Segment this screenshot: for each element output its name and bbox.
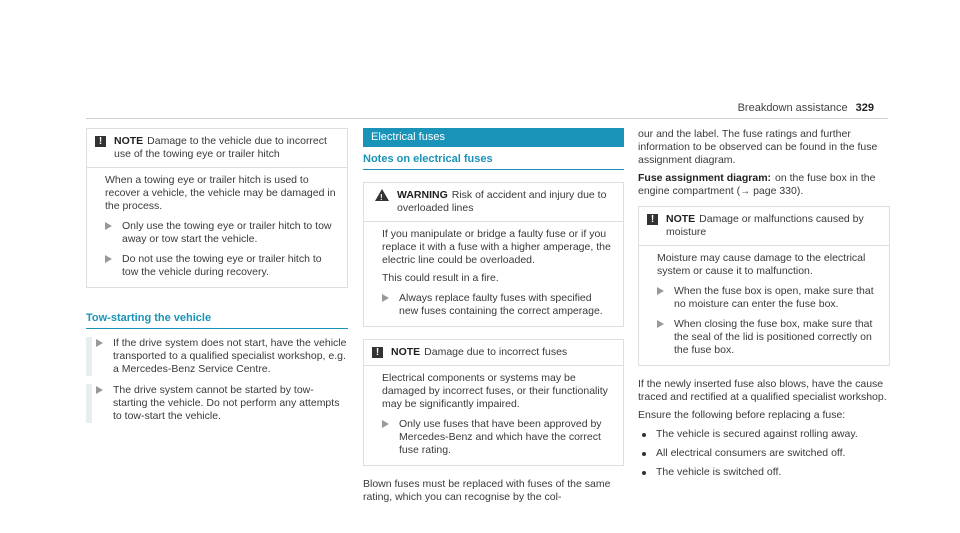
note-box-towing bbox=[86, 128, 348, 288]
instruction-step bbox=[86, 337, 348, 376]
page-reference-link[interactable]: page 330). bbox=[753, 185, 804, 197]
note-keyword: NOTE bbox=[666, 213, 696, 225]
section-banner: Electrical fuses bbox=[363, 128, 624, 147]
instruction-step bbox=[657, 285, 879, 311]
warning-text: This could result in a fire. bbox=[382, 272, 499, 284]
note-keyword: NOTE bbox=[114, 135, 144, 147]
list-item-text: All electrical consumers are switched off. bbox=[656, 447, 846, 459]
running-header bbox=[738, 102, 874, 114]
note-header bbox=[87, 129, 347, 167]
section-title: Breakdown assistance bbox=[737, 102, 848, 114]
step-text: If the drive system does not start, have the vehicle transported to a qualified specialist workshop, e.g. a Mercedes-Benz Service Centre. bbox=[113, 337, 347, 375]
column-1 bbox=[86, 128, 348, 423]
note-header bbox=[364, 340, 623, 365]
tow-starting-heading: Tow-starting the vehicle bbox=[86, 312, 348, 329]
instruction-step bbox=[105, 253, 337, 279]
warning-keyword: WARNING bbox=[397, 189, 448, 201]
body-paragraph: If the newly inserted fuse also blows, have the cause traced and rectified at a qualified specialist workshop. bbox=[638, 378, 887, 403]
step-text: The drive system cannot be started by tow-starting the vehicle. Do not perform any attempts to tow-start the vehicle. bbox=[113, 384, 340, 422]
step-text: Only use the towing eye or trailer hitch to tow away or tow start the vehicle. bbox=[122, 220, 332, 245]
list-item bbox=[638, 447, 890, 460]
note-intro: When a towing eye or trailer hitch is used to recover a vehicle, the vehicle may be damaged in the process. bbox=[105, 174, 336, 212]
note-title: Damage or malfunctions caused by moisture bbox=[666, 213, 864, 238]
bullet-icon bbox=[642, 471, 646, 475]
step-strip bbox=[86, 384, 92, 423]
instruction-step bbox=[382, 292, 613, 318]
list-item bbox=[638, 466, 890, 479]
header-divider bbox=[86, 118, 888, 119]
step-text: Do not use the towing eye or trailer hitch to tow the vehicle during recovery. bbox=[122, 253, 322, 278]
note-body bbox=[87, 167, 347, 287]
note-box-fuses bbox=[363, 339, 624, 466]
step-arrow-icon bbox=[96, 386, 103, 394]
step-arrow-icon bbox=[96, 339, 103, 347]
instruction-step bbox=[86, 384, 348, 423]
note-text: Moisture may cause damage to the electrical system or cause it to malfunction. bbox=[657, 252, 866, 277]
step-text: Only use fuses that have been approved by Mercedes-Benz and which have the correct fuse rating. bbox=[399, 418, 602, 456]
exclamation-icon: ! bbox=[372, 347, 383, 358]
diagram-label: Fuse assignment diagram: bbox=[638, 172, 772, 184]
note-header bbox=[639, 207, 889, 245]
body-paragraph: our and the label. The fuse ratings and further information to be observed can be found in the fuse assignment diagram. bbox=[638, 128, 878, 166]
warning-header bbox=[364, 183, 623, 221]
page-link-arrow-icon: → bbox=[740, 186, 751, 197]
step-arrow-icon bbox=[382, 294, 389, 302]
bullet-icon bbox=[642, 452, 646, 456]
step-arrow-icon bbox=[657, 287, 664, 295]
list-item bbox=[638, 428, 890, 441]
note-title: Damage due to incorrect fuses bbox=[424, 346, 568, 358]
note-keyword: NOTE bbox=[391, 346, 421, 358]
column-3 bbox=[638, 128, 890, 479]
step-arrow-icon bbox=[105, 255, 112, 263]
exclamation-icon: ! bbox=[647, 214, 658, 225]
warning-body bbox=[364, 221, 623, 326]
body-paragraph: Blown fuses must be replaced with fuses of the same rating, which you can recognise by the col- bbox=[363, 478, 611, 503]
step-arrow-icon bbox=[657, 320, 664, 328]
subsection-heading: Notes on electrical fuses bbox=[363, 153, 624, 170]
body-paragraph: Ensure the following before replacing a fuse: bbox=[638, 409, 846, 421]
instruction-step bbox=[657, 318, 879, 357]
note-box-moisture bbox=[638, 206, 890, 366]
step-text: When closing the fuse box, make sure that the seal of the lid is positioned correctly on the fuse box. bbox=[674, 318, 873, 356]
exclamation-icon: ! bbox=[95, 136, 106, 147]
step-arrow-icon bbox=[382, 420, 389, 428]
step-arrow-icon bbox=[105, 222, 112, 230]
instruction-step bbox=[105, 220, 337, 246]
note-title: Damage to the vehicle due to incorrect use of the towing eye or trailer hitch bbox=[114, 135, 327, 160]
note-body bbox=[364, 365, 623, 465]
diagram-reference bbox=[638, 172, 890, 198]
list-item-text: The vehicle is switched off. bbox=[656, 466, 782, 478]
step-text: Always replace faulty fuses with specified new fuses containing the correct amperage. bbox=[399, 292, 603, 317]
instruction-step bbox=[382, 418, 613, 457]
diagram-text: on the fuse box in the engine compartment ( bbox=[638, 172, 876, 197]
page-number: 329 bbox=[855, 102, 874, 114]
warning-title: Risk of accident and injury due to overloaded lines bbox=[397, 189, 607, 214]
note-text: Electrical components or systems may be damaged by incorrect fuses, or their functionality may be significantly impaired. bbox=[382, 372, 608, 410]
bullet-icon bbox=[642, 433, 646, 437]
step-text: When the fuse box is open, make sure that no moisture can enter the fuse box. bbox=[674, 285, 874, 310]
column-2 bbox=[363, 128, 624, 509]
warning-box bbox=[363, 182, 624, 327]
warning-text: If you manipulate or bridge a faulty fuse or if you replace it with a fuse with a higher amperage, the electric line could be overloaded. bbox=[382, 228, 611, 266]
step-strip bbox=[86, 337, 92, 376]
warning-triangle-icon: ! bbox=[375, 189, 389, 201]
list-item-text: The vehicle is secured against rolling away. bbox=[656, 428, 858, 440]
note-body bbox=[639, 245, 889, 365]
